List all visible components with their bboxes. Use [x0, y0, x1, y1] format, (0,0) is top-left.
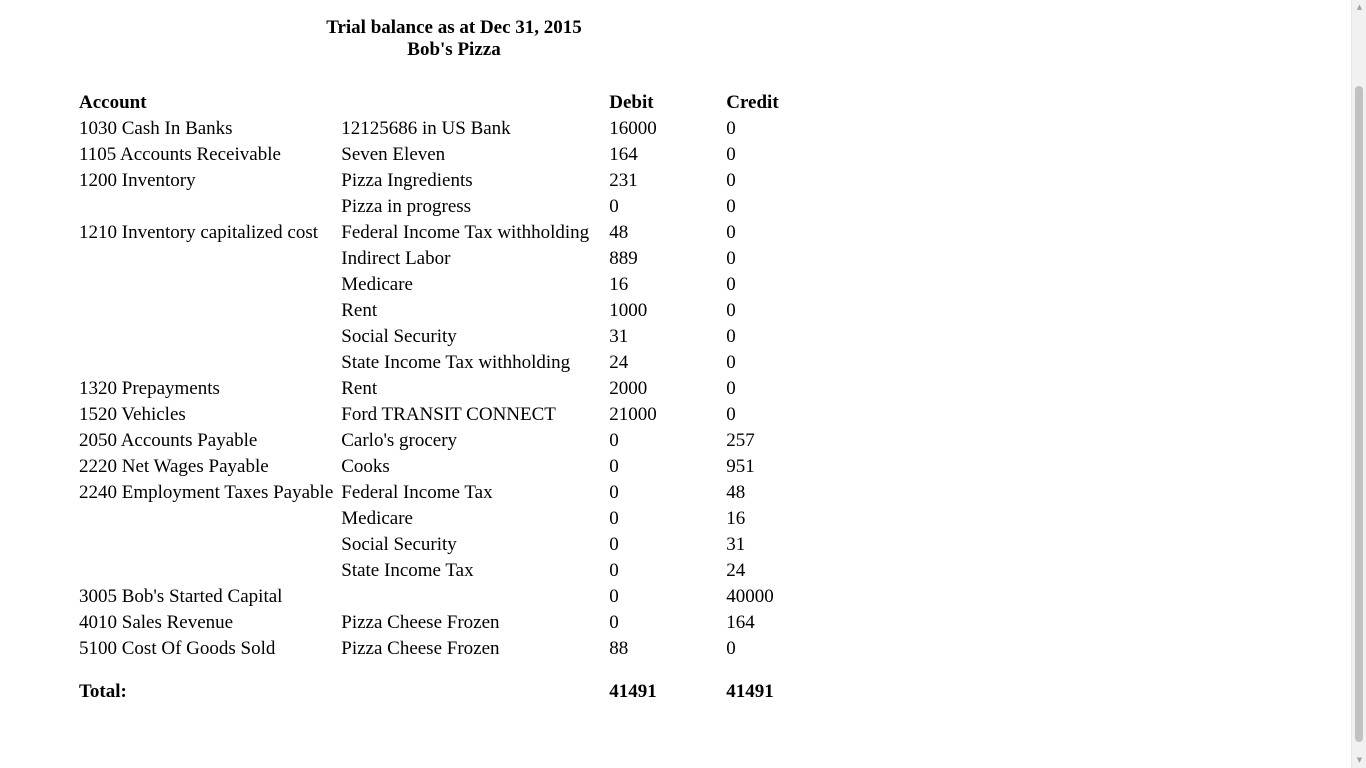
- account-cell: 2220 Net Wages Payable: [79, 456, 269, 477]
- total-label: Total:: [79, 681, 127, 702]
- account-cell: 2050 Accounts Payable: [79, 430, 258, 451]
- sub-account-cell: Pizza Ingredients: [341, 170, 473, 191]
- sub-account-cell: Indirect Labor: [341, 248, 451, 269]
- table-row: [75, 454, 830, 480]
- credit-cell: 0: [726, 222, 736, 243]
- sub-account-cell: Social Security: [341, 534, 457, 555]
- sub-account-cell: Carlo's grocery: [341, 430, 458, 451]
- credit-cell: 0: [726, 300, 736, 321]
- debit-cell: 0: [609, 508, 619, 529]
- sub-account-cell: Rent: [341, 300, 378, 321]
- credit-cell: 40000: [726, 586, 774, 607]
- account-cell: 5100 Cost Of Goods Sold: [79, 638, 276, 659]
- sub-account-cell: Pizza Cheese Frozen: [341, 638, 500, 659]
- table-row: [75, 558, 830, 584]
- account-cell: [75, 298, 337, 324]
- table-row: [75, 584, 830, 610]
- credit-cell: 164: [726, 612, 755, 633]
- debit-cell: 0: [609, 196, 619, 217]
- credit-cell: 31: [726, 534, 746, 555]
- sub-account-cell: Rent: [341, 378, 378, 399]
- account-cell: 1210 Inventory capitalized cost: [79, 222, 319, 243]
- debit-cell: 1000: [609, 300, 648, 321]
- debit-cell: 16000: [609, 118, 657, 139]
- credit-cell: 24: [726, 560, 746, 581]
- debit-cell: 0: [609, 534, 619, 555]
- credit-cell: 0: [726, 378, 736, 399]
- table-row: [75, 376, 830, 402]
- triangle-down-icon[interactable]: ▼: [1356, 756, 1363, 764]
- account-cell: 2240 Employment Taxes Payable: [79, 482, 334, 503]
- account-cell: 1030 Cash In Banks: [79, 118, 233, 139]
- sub-account-cell: 12125686 in US Bank: [341, 118, 511, 139]
- total-credit: 41491: [726, 681, 774, 702]
- header-row: [75, 90, 830, 116]
- credit-cell: 0: [726, 352, 736, 373]
- trial-balance-table: [75, 90, 830, 705]
- credit-cell: 0: [726, 118, 736, 139]
- debit-cell: 21000: [609, 404, 657, 425]
- credit-cell: 0: [726, 274, 736, 295]
- table-row: [75, 116, 830, 142]
- credit-cell: 0: [726, 170, 736, 191]
- debit-cell: 0: [609, 456, 619, 477]
- debit-cell: 88: [609, 638, 629, 659]
- sub-account-cell: [337, 584, 605, 610]
- table-row: [75, 428, 830, 454]
- table-row: [75, 142, 830, 168]
- sub-account-cell: Social Security: [341, 326, 457, 347]
- company-name: Bob's Pizza: [407, 39, 501, 60]
- total-debit: 41491: [609, 681, 657, 702]
- scrollbar-thumb[interactable]: [1355, 86, 1363, 742]
- report-header: [0, 17, 908, 61]
- account-header: Account: [79, 92, 147, 113]
- total-row: [75, 662, 830, 705]
- table-row: [75, 220, 830, 246]
- credit-cell: 0: [726, 248, 736, 269]
- sub-account-cell: Federal Income Tax: [341, 482, 493, 503]
- table-row: [75, 194, 830, 220]
- debit-cell: 889: [609, 248, 638, 269]
- table-row: [75, 532, 830, 558]
- sub-account-cell: Medicare: [341, 274, 413, 295]
- table-row: [75, 298, 830, 324]
- credit-cell: 0: [726, 404, 736, 425]
- account-cell: 4010 Sales Revenue: [79, 612, 234, 633]
- credit-cell: 951: [726, 456, 755, 477]
- credit-cell: 48: [726, 482, 746, 503]
- debit-cell: 24: [609, 352, 629, 373]
- sub-account-cell: State Income Tax: [341, 560, 474, 581]
- sub-account-cell: Pizza Cheese Frozen: [341, 612, 500, 633]
- sub-account-cell: Cooks: [341, 456, 390, 477]
- debit-header: Debit: [609, 92, 654, 113]
- account-cell: 3005 Bob's Started Capital: [79, 586, 283, 607]
- sub-account-cell: Federal Income Tax withholding: [341, 222, 590, 243]
- table-row: [75, 636, 830, 662]
- debit-cell: 0: [609, 586, 619, 607]
- credit-cell: 0: [726, 196, 736, 217]
- account-cell: [75, 558, 337, 584]
- sub-account-cell: State Income Tax withholding: [341, 352, 571, 373]
- total-spacer: [337, 662, 605, 705]
- credit-cell: 16: [726, 508, 746, 529]
- triangle-up-icon[interactable]: ▲: [1356, 3, 1363, 11]
- report-title: Trial balance as at Dec 31, 2015: [326, 17, 582, 38]
- table-row: [75, 246, 830, 272]
- account-cell: 1520 Vehicles: [79, 404, 186, 425]
- account-cell: [75, 350, 337, 376]
- debit-cell: 0: [609, 482, 619, 503]
- credit-cell: 0: [726, 144, 736, 165]
- vertical-scrollbar[interactable]: [1351, 0, 1366, 768]
- table-row: [75, 350, 830, 376]
- account-cell: 1200 Inventory: [79, 170, 196, 191]
- credit-cell: 0: [726, 326, 736, 347]
- table-row: [75, 168, 830, 194]
- debit-cell: 48: [609, 222, 629, 243]
- debit-cell: 231: [609, 170, 638, 191]
- debit-cell: 16: [609, 274, 629, 295]
- debit-cell: 0: [609, 560, 619, 581]
- credit-header: Credit: [726, 92, 779, 113]
- account-cell: [75, 272, 337, 298]
- debit-cell: 2000: [609, 378, 648, 399]
- account-cell: [75, 532, 337, 558]
- sub-account-header: [337, 90, 605, 116]
- debit-cell: 164: [609, 144, 638, 165]
- sub-account-cell: Pizza in progress: [341, 196, 472, 217]
- table-row: [75, 506, 830, 532]
- sub-account-cell: Seven Eleven: [341, 144, 446, 165]
- table-row: [75, 324, 830, 350]
- account-cell: 1105 Accounts Receivable: [79, 144, 281, 165]
- credit-cell: 257: [726, 430, 755, 451]
- debit-cell: 0: [609, 430, 619, 451]
- account-cell: [75, 246, 337, 272]
- debit-cell: 31: [609, 326, 629, 347]
- credit-cell: 0: [726, 638, 736, 659]
- table-row: [75, 480, 830, 506]
- sub-account-cell: Ford TRANSIT CONNECT: [341, 404, 556, 425]
- account-cell: 1320 Prepayments: [79, 378, 220, 399]
- account-cell: [75, 506, 337, 532]
- account-cell: [75, 194, 337, 220]
- table-row: [75, 610, 830, 636]
- account-cell: [75, 324, 337, 350]
- debit-cell: 0: [609, 612, 619, 633]
- sub-account-cell: Medicare: [341, 508, 413, 529]
- table-row: [75, 272, 830, 298]
- table-row: [75, 402, 830, 428]
